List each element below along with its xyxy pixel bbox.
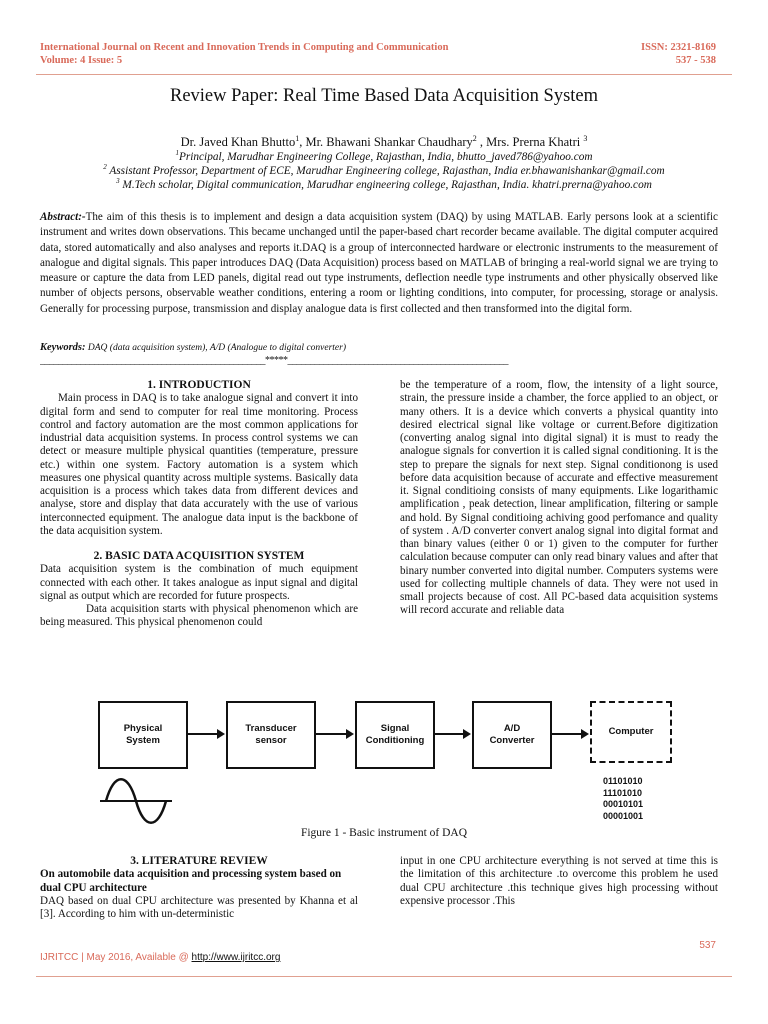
right-column-text: be the temperature of a room, flow, the intensity of a light source, strain, the pressure inside a chamber, the force applied to an object, or many others. It is a device which converts a physical quantity into desired electrical signal like voltage or current.Before digitization (converting analog signal into digital signal) it is must to ready the analogue signals for convertion it is called signal conditioning. It is the step to prepare the signals for next step. Signal conditionong is used before data acquisition because of accurate and effective measurement it. Signal conditioing consists of many equipments. Like logarithamic amplification , peak detection, linear amplification, filtering or sample and hold. By Signal conditioing achiving good perfomance and quality of system . A/D converter convert analog signal into digital format and than binary values (either 0 or 1) given to the computer for further calculation because computer can only read binary values and after that binary number converted into digital number. Computers systems were used for collecting multiple channels of data. They were not used in small projects because of cost. All PC-based data acquisition systems will record accurate and reliable data [400, 379, 718, 617]
journal-name: International Journal on Recent and Innovation Trends in Computing and Communication [40, 42, 449, 53]
affiliation-3 [0, 177, 768, 191]
section-1-title: 1. INTRODUCTION [147, 379, 251, 391]
box-transducer [226, 701, 316, 769]
issn: ISSN: 2321-8169 [641, 42, 716, 53]
page-number: 537 [699, 940, 716, 951]
bits-line-3: 00010101 [603, 799, 644, 809]
section-2-text-2: Data acquisition starts with physical phenomenon which are being measured. This physical phenomenon could [40, 603, 358, 629]
box-transducer-label: Transducer sensor [245, 723, 297, 746]
box-signal-conditioning [355, 701, 435, 769]
section-2-title: 2. BASIC DATA ACQUISITION SYSTEM [93, 550, 305, 562]
footer-text [40, 952, 280, 963]
footer-rule [36, 976, 732, 977]
arrow-2 [316, 733, 347, 735]
aff-3-text: M.Tech scholar, Digital communication, Marudhar engineering college, Rajasthan, India. khatri.prerna@yahoo.com [119, 178, 652, 191]
aff-1-sup: 1 [175, 149, 179, 157]
box-signal-conditioning-label: Signal Conditioning [365, 723, 425, 746]
arrow-2-head [346, 729, 354, 739]
footer-prefix: IJRITCC | May 2016, Available @ [40, 952, 192, 963]
aff-3-sup: 3 [116, 177, 120, 185]
volume-issue: Volume: 4 Issue: 5 [40, 55, 123, 66]
bits-line-1: 01101010 [603, 776, 643, 786]
box-ad-converter-label: A/D Converter [489, 723, 535, 746]
left-column-bottom [40, 855, 358, 921]
abstract-text: The aim of this thesis is to implement and design a data acquisition system (DAQ) by using MATLAB. Early persons look at a scientific instrument and writes down observations. This became unchanged until the paper-based chart recorder became available. The digital computer acquired data, stored automatically and also analyses and reports it.DAQ is a group of interconnected hardware or electronic instruments to the measurement of analogue and digital signals. This paper introduces DAQ (Data Acquisition) process based on MATLAB of bringing a real-world signal we are trying to measure or capture the data from LED panels, digital read out type instruments, deflection needle type instruments and other physically observed like number of objects persons, observable weather conditions, entering a room or lighting conditions, into computer, for processing, storage or analysis. Generally for processing purpose, transmission and display analogue data is first collected and then transformed into the digital form. [40, 211, 718, 315]
right-column-bottom [400, 855, 718, 908]
aff-1-text: Principal, Marudhar Engineering College, Rajasthan, India, bhutto_javed786@yahoo.com [178, 150, 593, 163]
section-3-text: DAQ based on dual CPU architecture was presented by Khanna et al [3]. According to him with un-deterministic [40, 894, 358, 920]
author-1: Dr. Javed Khan Bhutto [180, 135, 296, 150]
section-3-subtitle: On automobile data acquisition and processing system based on dual CPU architecture [40, 868, 342, 894]
box-ad-converter [472, 701, 552, 769]
footer-link[interactable]: http://www.ijritcc.org [191, 952, 281, 963]
arrow-1-head [217, 729, 225, 739]
affiliation-1 [0, 149, 768, 163]
arrow-3-head [463, 729, 471, 739]
section-2-text-1: Data acquisition system is the combination of much equipment connected with each other. It takes analogue as input signal and digital signal as output which are recorded for future prospects. [40, 563, 358, 602]
section-3-title: 3. LITERATURE REVIEW [130, 855, 268, 867]
binary-output [603, 776, 643, 822]
arrow-1 [188, 733, 218, 735]
sine-wave-icon [100, 776, 172, 826]
box-physical-system [98, 701, 188, 769]
box-physical-system-label: Physical System [123, 723, 163, 746]
bits-line-4: 00001001 [603, 810, 644, 821]
arrow-3 [435, 733, 464, 735]
author-3-sup: 3 [583, 134, 588, 143]
box-computer-label: Computer [608, 726, 654, 737]
aff-2-sup: 2 [103, 163, 107, 171]
page-range: 537 - 538 [675, 55, 716, 66]
aff-2-text: Assistant Professor, Department of ECE, Marudhar Engineering college, Rajasthan, India er.bhawanishankar@gmail.com [106, 164, 665, 177]
author-1-sup: 1 [295, 134, 300, 143]
author-2: , Mr. Bhawani Shankar Chaudhary [299, 135, 473, 150]
header-rule [36, 74, 732, 75]
paper-title: Review Paper: Real Time Based Data Acquisition System [169, 86, 599, 106]
author-3: , Mrs. Prerna Khatri [476, 135, 584, 150]
abstract-label: Abstract:- [40, 211, 86, 223]
arrow-4-head [581, 729, 589, 739]
keywords [40, 342, 346, 353]
keywords-text: DAQ (data acquisition system), A/D (Analogue to digital converter) [85, 343, 347, 353]
keywords-label: Keywords: [40, 342, 86, 353]
figure-caption: Figure 1 - Basic instrument of DAQ [300, 827, 468, 839]
right-column [400, 379, 718, 618]
author-2-sup: 2 [472, 134, 477, 143]
section-1-text: Main process in DAQ is to take analogue signal and convert it into digital form and send to computer for real time monitoring. Process control and factory automation are the most common applications for industrial data acquisition systems. In process control systems we can detect or measure multiple physical quantities (temperature, pressure etc.) within one system. Factory automation is a system which measures one physical quantity across multiple systems. Basically data acquisition is a process which takes data from different devices and analyse, store and display that data accurately with the use of various interconnected equipment. The analogue data input is the backbone of the data acquisition system. [40, 392, 358, 537]
abstract [40, 210, 718, 317]
separator-line: __________________________________________________*****_________________________________________________ [40, 355, 508, 366]
arrow-4 [552, 733, 582, 735]
box-computer [590, 701, 672, 763]
bits-line-2: 11101010 [603, 787, 643, 798]
section-3-right-text: input in one CPU architecture everything is not served at time this is the limitation of this architecture .to overcome this problem he used dual CPU architecture .this technique gives high processing without expensive processor .This [400, 855, 718, 907]
author-line [0, 134, 768, 150]
affiliation-2 [0, 163, 768, 177]
left-column [40, 379, 358, 630]
